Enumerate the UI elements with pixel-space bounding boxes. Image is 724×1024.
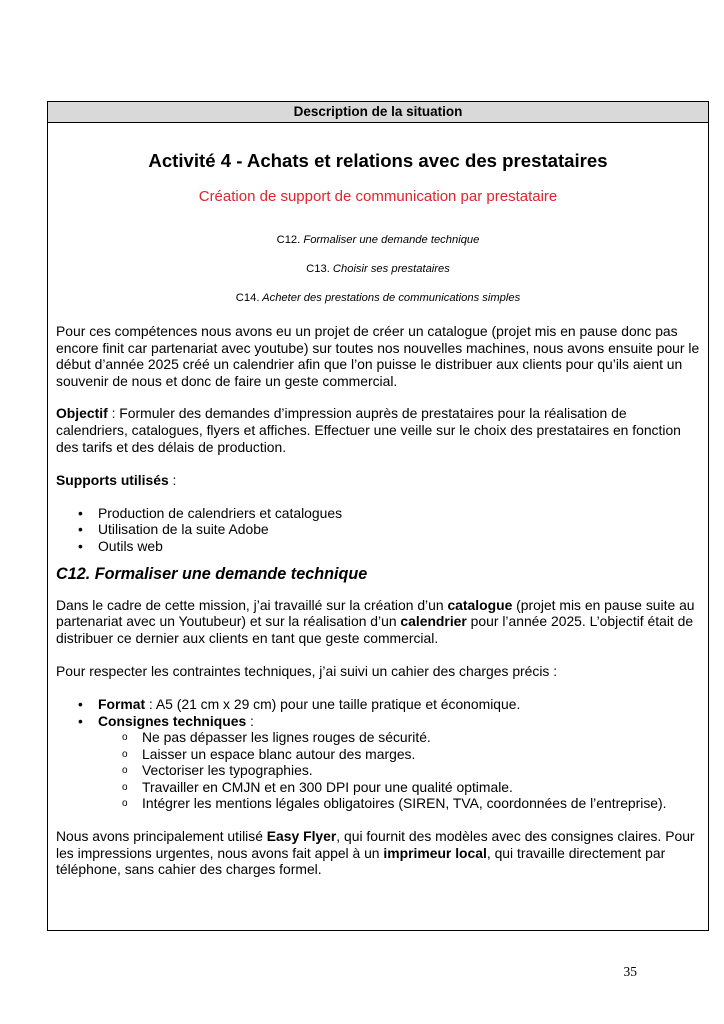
text-run: pour l’année 2025. L’objectif était de distribuer ce dernier aux clients en tant que geste commercial. xyxy=(56,613,694,646)
sub-list-item: o Vectoriser les typographies. xyxy=(142,762,700,779)
contraintes-list xyxy=(56,696,700,812)
competence-c13 xyxy=(56,262,700,276)
text-run: , qui travaille directement par téléphone, sans cahier des charges formel. xyxy=(56,844,666,878)
consignes-label: Consignes techniques xyxy=(98,712,247,729)
competence-code: C14. xyxy=(235,292,260,304)
consignes-sublist xyxy=(98,729,700,812)
supports-suffix: : xyxy=(168,472,177,489)
format-label: Format xyxy=(98,695,146,712)
objectif-text: : Formuler des demandes d’impression auprès de prestataires pour la réalisation de calendriers, catalogues, flyers et affiches. Effectuer une veille sur le choix des prestataires en fonction des tarifs et des délais de production. xyxy=(56,405,681,455)
c12-paragraph xyxy=(56,597,700,647)
objectif-label: Objectif xyxy=(56,405,108,422)
consignes-suffix: : xyxy=(246,712,254,729)
list-item-consignes xyxy=(98,713,700,813)
intro-paragraph: Pour ces compétences nous avons eu un projet de créer un catalogue (projet mis en pause donc pas encore finit car partenariat avec youtube) sur toutes nos nouvelles machines, nous avons ensuite pour le début d’année 2025 créé un calendrier afin que l’on puisse le distribuer aux clients pour qu’ils aient un souvenir de nous et donc de faire un geste commercial. xyxy=(56,323,700,389)
competence-c12 xyxy=(56,233,700,247)
competence-c14 xyxy=(56,291,700,305)
format-text: : A5 (21 cm x 29 cm) pour une taille pratique et économique. xyxy=(145,695,521,712)
text-run: , qui fournit des modèles avec des consignes claires. Pour les impressions urgentes, nous avons fait appel à un xyxy=(56,828,695,861)
sub-list-item: o Intégrer les mentions légales obligatoires (SIREN, TVA, coordonnées de l’entreprise). xyxy=(142,795,700,812)
competence-code: C13. xyxy=(306,263,330,275)
objectif-paragraph xyxy=(56,405,700,455)
competence-text: Acheter des prestations de communications simples xyxy=(262,292,521,304)
text-run: Nous avons principalement utilisé xyxy=(56,828,267,845)
situation-box xyxy=(47,101,709,931)
list-item-format xyxy=(98,696,700,713)
supports-list xyxy=(56,505,700,555)
supports-heading xyxy=(56,472,700,489)
activity-title: Activité 4 - Achats et relations avec des prestataires xyxy=(148,150,608,171)
bold-run: catalogue xyxy=(447,596,513,613)
bold-run: calendrier xyxy=(400,613,467,630)
text-run: Dans le cadre de cette mission, j’ai travaillé sur la création d’un xyxy=(56,596,448,613)
list-item: • Production de calendriers et catalogues xyxy=(98,505,700,522)
sub-list-item: o Travailler en CMJN et en 300 DPI pour une qualité optimale. xyxy=(142,779,700,796)
box-content xyxy=(48,150,708,878)
bold-run: Easy Flyer xyxy=(266,828,337,845)
competence-text: Choisir ses prestataires xyxy=(332,263,450,275)
competence-code: C12. xyxy=(276,234,301,246)
list-item: • Utilisation de la suite Adobe xyxy=(98,521,700,538)
contraintes-intro: Pour respecter les contraintes techniques, j’ai suivi un cahier des charges précis : xyxy=(56,663,558,680)
box-header: Description de la situation xyxy=(48,102,708,123)
bold-run: imprimeur local xyxy=(383,844,487,861)
competence-text: Formaliser une demande technique xyxy=(303,234,480,246)
sub-list-item: o Laisser un espace blanc autour des marges. xyxy=(142,746,700,763)
supports-label: Supports utilisés xyxy=(56,472,169,489)
text-run: (projet mis en pause suite au partenariat avec un Youtubeur) et sur la réalisation d’un xyxy=(56,596,695,630)
c12-heading: C12. Formaliser une demande technique xyxy=(56,564,368,583)
page-number: 35 xyxy=(623,964,637,979)
sub-list-item: o Ne pas dépasser les lignes rouges de sécurité. xyxy=(142,729,700,746)
list-item: • Outils web xyxy=(98,538,700,555)
activity-subtitle: Création de support de communication par prestataire xyxy=(198,188,558,205)
final-paragraph xyxy=(56,828,700,878)
